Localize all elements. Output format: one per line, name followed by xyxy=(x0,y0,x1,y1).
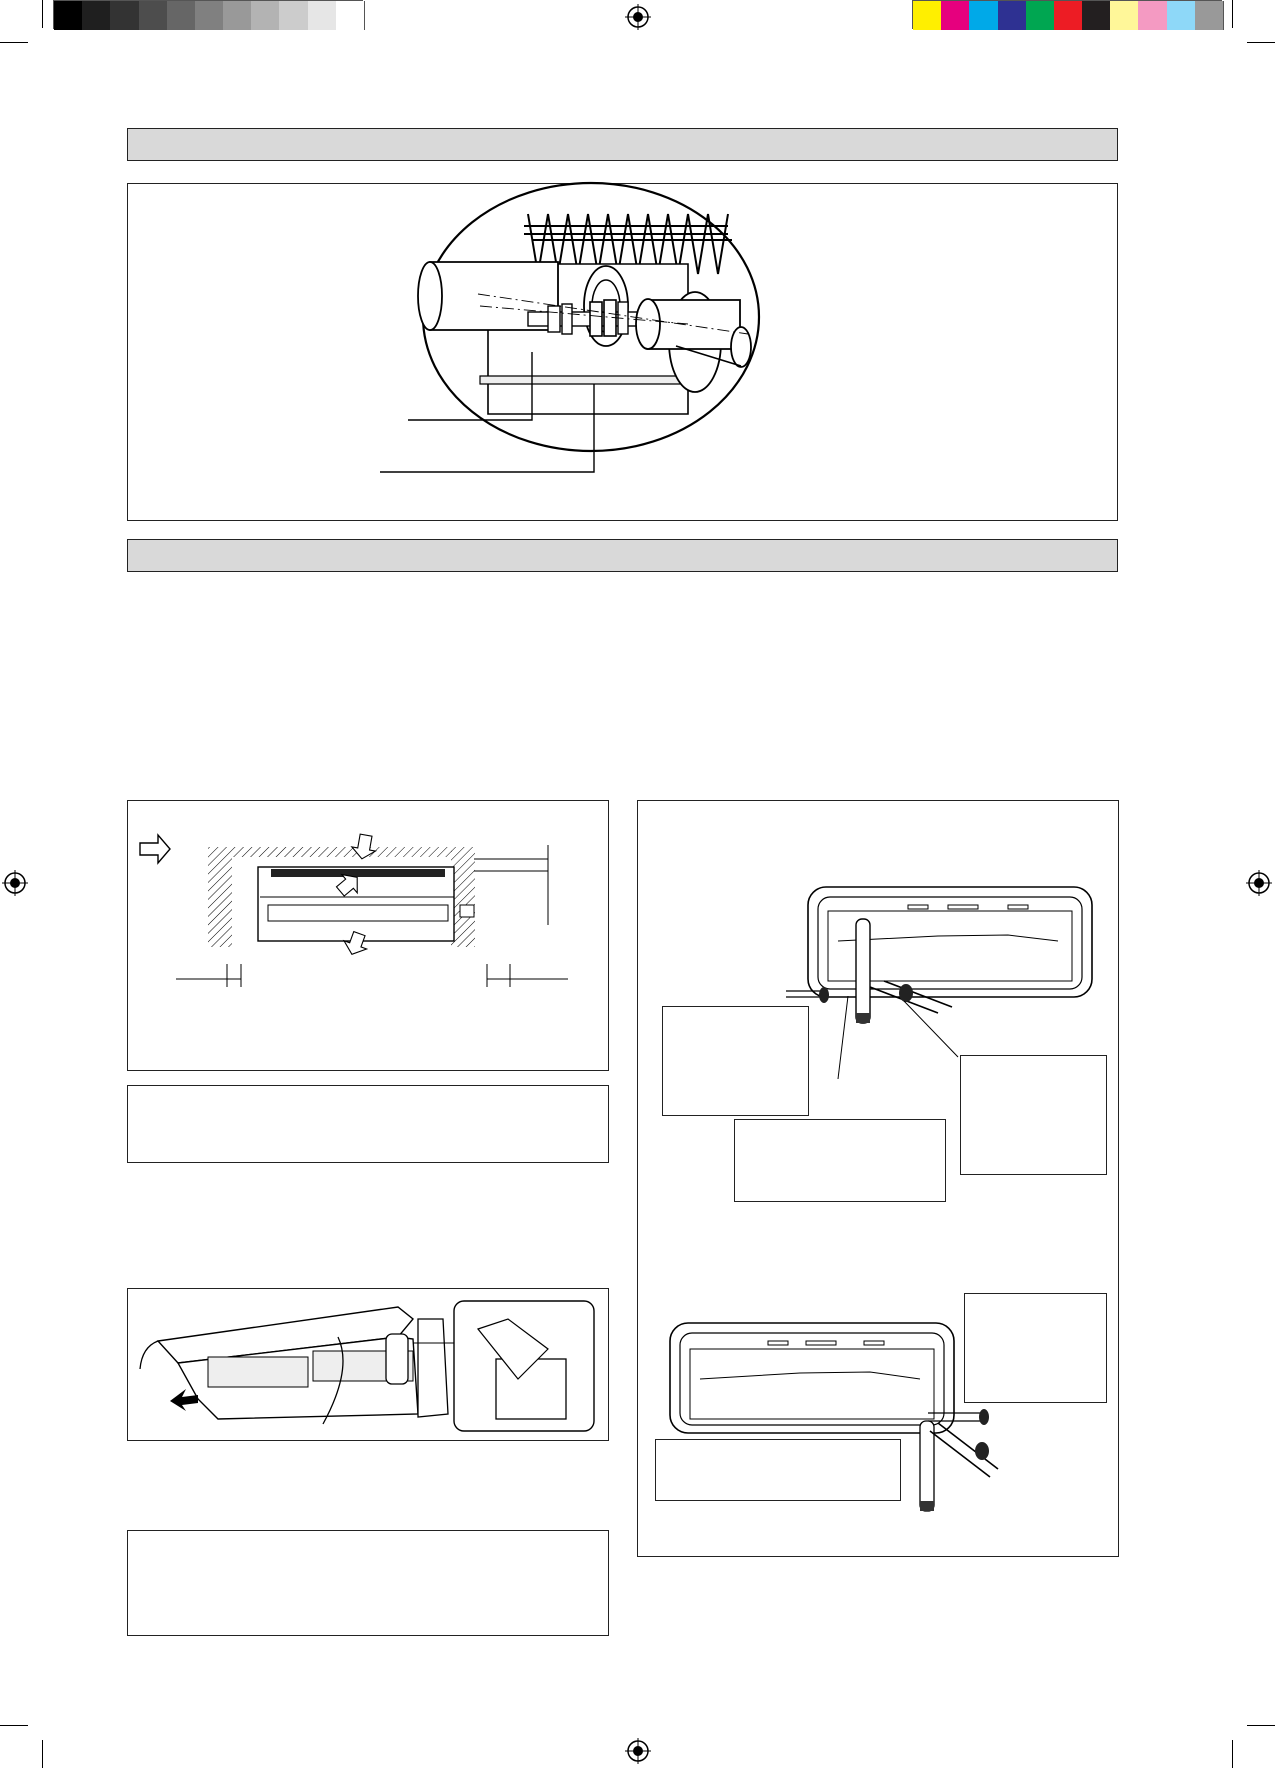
color-swatch xyxy=(308,1,337,30)
section-header-bar-1 xyxy=(127,128,1118,161)
leader-line xyxy=(128,184,1119,522)
color-swatch xyxy=(1054,1,1083,30)
panel-removal-figure-box xyxy=(127,1288,609,1441)
color-swatch xyxy=(54,1,83,30)
crop-mark xyxy=(1232,1740,1233,1768)
callout-box-lower-right xyxy=(964,1293,1107,1403)
process-color-bar xyxy=(912,0,1222,29)
registration-mark-left-icon xyxy=(2,870,28,896)
callout-box-center xyxy=(734,1119,946,1202)
pipe-insulation-figure-box xyxy=(127,183,1118,521)
color-swatch xyxy=(1138,1,1167,30)
crop-mark xyxy=(1247,42,1275,43)
color-swatch xyxy=(279,1,308,30)
registration-mark-bottom-icon xyxy=(625,1738,651,1764)
color-swatch xyxy=(913,1,942,30)
callout-box-lower-left xyxy=(655,1439,901,1501)
section-header-bar-2 xyxy=(127,539,1118,572)
color-swatch xyxy=(1026,1,1055,30)
color-swatch xyxy=(82,1,111,30)
color-swatch xyxy=(251,1,280,30)
clearance-illustration xyxy=(128,801,610,1072)
color-swatch xyxy=(1195,1,1224,30)
color-swatch xyxy=(195,1,224,30)
note-box-2 xyxy=(127,1530,609,1636)
color-swatch xyxy=(998,1,1027,30)
color-swatch xyxy=(223,1,252,30)
crop-mark xyxy=(1232,0,1233,28)
note-box-1 xyxy=(127,1085,609,1163)
crop-mark xyxy=(42,1740,43,1768)
piping-direction-figure-box xyxy=(637,800,1119,1557)
grayscale-color-bar xyxy=(53,0,363,29)
crop-mark xyxy=(42,0,43,28)
registration-mark-right-icon xyxy=(1246,870,1272,896)
callout-box-left xyxy=(662,1006,809,1116)
color-swatch xyxy=(336,1,365,30)
color-swatch xyxy=(1110,1,1139,30)
crop-mark xyxy=(0,42,28,43)
color-swatch xyxy=(1082,1,1111,30)
callout-box-right xyxy=(960,1055,1107,1175)
panel-removal-illustration xyxy=(128,1289,610,1442)
crop-mark xyxy=(0,1725,28,1726)
clearance-figure-box xyxy=(127,800,609,1071)
crop-mark xyxy=(1247,1725,1275,1726)
color-swatch xyxy=(969,1,998,30)
color-swatch xyxy=(941,1,970,30)
color-swatch xyxy=(1167,1,1196,30)
color-swatch xyxy=(139,1,168,30)
registration-mark-top-icon xyxy=(625,4,651,30)
color-swatch xyxy=(110,1,139,30)
color-swatch xyxy=(167,1,196,30)
